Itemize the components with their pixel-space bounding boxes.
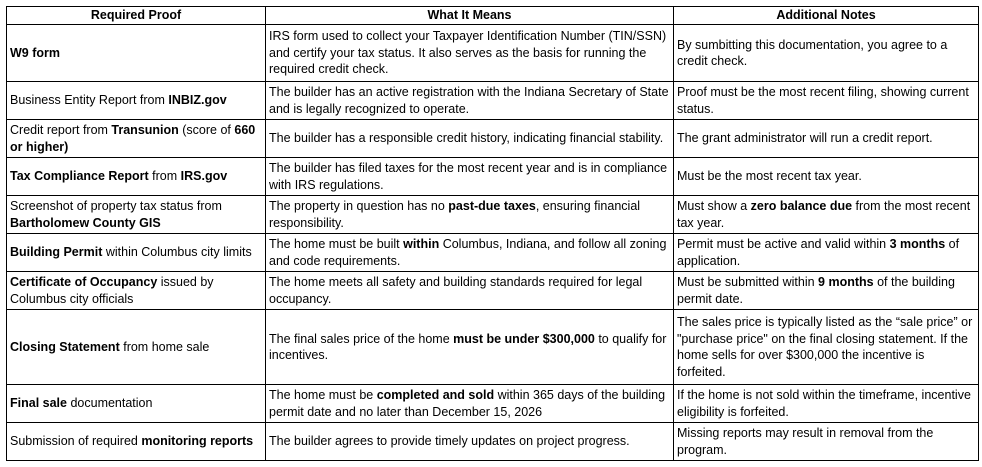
- text-run: Submission of required: [10, 434, 142, 449]
- table-row: [7, 234, 979, 272]
- text-run: The home must be built: [269, 237, 404, 251]
- text-run: issued by Columbus city officials: [10, 275, 214, 306]
- meaning-cell: [266, 385, 674, 423]
- meaning-cell: [266, 158, 674, 196]
- meaning-cell: [266, 272, 674, 310]
- notes-cell: [674, 82, 979, 120]
- notes-cell: [674, 196, 979, 234]
- table-header-row: [7, 7, 979, 25]
- bold-text-run: past-due taxes: [448, 199, 536, 213]
- proof-cell: [7, 385, 266, 423]
- bold-text-run: must be under $300,000: [453, 331, 595, 346]
- bold-text-run: Building Permit: [10, 245, 103, 260]
- text-run: The final sales price of the home: [269, 331, 454, 346]
- text-run: Screenshot of property tax status from: [10, 199, 222, 213]
- bold-text-run: INBIZ.gov: [168, 93, 227, 108]
- meaning-cell: [266, 234, 674, 272]
- meaning-cell: [266, 310, 674, 385]
- text-run: of the building permit date.: [677, 275, 955, 306]
- proof-cell: [7, 310, 266, 385]
- header-additional-notes: Additional Notes: [674, 7, 979, 25]
- meaning-cell: [266, 423, 674, 461]
- text-run: The grant administrator will run a credit report.: [677, 131, 933, 146]
- text-run: documentation: [66, 396, 153, 411]
- text-run: Proof must be the most recent filing, showing current status.: [677, 85, 969, 116]
- table-row: [7, 158, 979, 196]
- text-run: The sales price is typically listed as the “sale price” or "purchase price" on the final closing statement. If the home sells for over $300,000 the incentive is forfeited.: [677, 315, 973, 379]
- text-run: Missing reports may result in removal from the program.: [677, 426, 934, 457]
- bold-text-run: within: [403, 237, 440, 251]
- text-run: The builder has an active registration with the Indiana Secretary of State and is legally recognized to operate.: [269, 85, 669, 116]
- text-run: Credit report from: [10, 123, 112, 137]
- text-run: Must be submitted within: [677, 275, 819, 289]
- meaning-cell: [266, 82, 674, 120]
- notes-cell: [674, 234, 979, 272]
- text-run: The builder has filed taxes for the most recent year and is in compliance with IRS regulations.: [269, 161, 668, 192]
- text-run: , ensuring financial responsibility.: [269, 199, 641, 230]
- text-run: IRS form used to collect your Taxpayer Identification Number (TIN/SSN) and certify your tax status. It also serves as the basis for running the required credit check.: [269, 29, 667, 77]
- text-run: The home meets all safety and building standards required for legal occupancy.: [269, 275, 643, 306]
- header-what-it-means: What It Means: [266, 7, 674, 25]
- bold-text-run: Bartholomew County GIS: [10, 215, 161, 230]
- bold-text-run: Certificate of Occupancy: [10, 275, 158, 289]
- proof-cell: [7, 234, 266, 272]
- text-run: within 365 days of the building permit date and no later than December 15, 2026: [269, 388, 666, 419]
- text-run: from home sale: [119, 339, 210, 354]
- text-run: Business Entity Report from: [10, 93, 169, 108]
- notes-cell: [674, 25, 979, 82]
- bold-text-run: monitoring reports: [141, 434, 254, 449]
- text-run: Must show a: [677, 199, 751, 213]
- proof-cell: [7, 272, 266, 310]
- notes-cell: [674, 272, 979, 310]
- text-run: within Columbus city limits: [102, 245, 252, 260]
- proof-cell: [7, 423, 266, 461]
- text-run: Columbus, Indiana, and follow all zoning and code requirements.: [269, 237, 667, 268]
- text-run: The property in question has no: [269, 199, 449, 213]
- bold-text-run: Transunion: [111, 123, 179, 137]
- table-row: [7, 120, 979, 158]
- table-row: [7, 196, 979, 234]
- text-run: to qualify for incentives.: [269, 331, 667, 362]
- proof-cell: [7, 120, 266, 158]
- bold-text-run: zero balance due: [750, 199, 853, 213]
- bold-text-run: 3 months: [889, 237, 946, 251]
- table-row: [7, 272, 979, 310]
- bold-text-run: Final sale: [10, 396, 67, 411]
- notes-cell: [674, 385, 979, 423]
- meaning-cell: [266, 196, 674, 234]
- proof-cell: [7, 196, 266, 234]
- notes-cell: [674, 423, 979, 461]
- table-row: [7, 385, 979, 423]
- text-run: The builder agrees to provide timely updates on project progress.: [269, 434, 630, 449]
- table-row: [7, 25, 979, 82]
- table-row: [7, 82, 979, 120]
- notes-cell: [674, 310, 979, 385]
- notes-cell: [674, 158, 979, 196]
- text-run: The builder has a responsible credit history, indicating financial stability.: [269, 131, 664, 146]
- table-row: [7, 310, 979, 385]
- header-required-proof: Required Proof: [7, 7, 266, 25]
- text-run: (score of: [178, 123, 235, 137]
- text-run: By sumbitting this documentation, you agree to a credit check.: [677, 37, 948, 68]
- text-run: from: [148, 169, 181, 184]
- bold-text-run: IRS.gov: [180, 169, 228, 184]
- bold-text-run: W9 form: [10, 45, 60, 60]
- notes-cell: [674, 120, 979, 158]
- text-run: from the most recent tax year.: [677, 199, 971, 230]
- text-run: of application.: [677, 237, 960, 268]
- text-run: If the home is not sold within the timeframe, incentive eligibility is forfeited.: [677, 388, 971, 419]
- proof-cell: [7, 158, 266, 196]
- bold-text-run: completed and sold: [376, 388, 495, 402]
- table-row: [7, 423, 979, 461]
- bold-text-run: Tax Compliance Report: [10, 169, 149, 184]
- meaning-cell: [266, 120, 674, 158]
- bold-text-run: 660 or higher): [10, 123, 256, 154]
- bold-text-run: 9 months: [818, 275, 874, 289]
- meaning-cell: [266, 25, 674, 82]
- text-run: Permit must be active and valid within: [677, 237, 890, 251]
- text-run: Must be the most recent tax year.: [677, 169, 862, 184]
- proof-cell: [7, 82, 266, 120]
- text-run: The home must be: [269, 388, 377, 402]
- proof-cell: [7, 25, 266, 82]
- bold-text-run: Closing Statement: [10, 339, 120, 354]
- required-proof-table: [6, 6, 979, 461]
